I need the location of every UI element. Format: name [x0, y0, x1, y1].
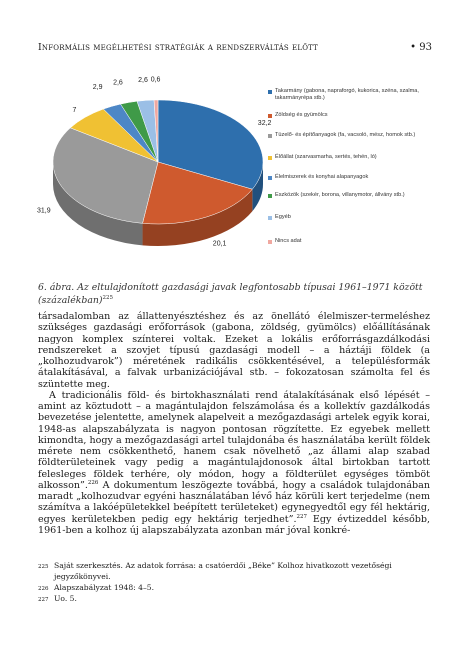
legend-swatch: [268, 90, 272, 94]
footnote-text: Saját szerkesztés. Az adatok forrása: a csatóerdői „Béke” Kolhoz hivatkozott vezetőségi: [54, 561, 392, 570]
running-header: [38, 40, 432, 54]
legend-label: Élőállat (szarvasmarha, sertés, tehén, ló): [275, 154, 377, 160]
legend-item: [268, 154, 438, 161]
pie-value-label: 2,6: [138, 77, 148, 85]
paragraph: társadalomban az állattenyésztéshez és az önellátó élelmiszer-termeléshez szükséges gazdasági erőforrások (gabona, zöldség, gyümölcs) előállításának nagyon komplex színterei voltak. Ezeket a lokális erőforrásgazdálkodási rendszereket a szovjet típusú gazdasági modell – a háztáji földek (a „kolhozudvarok”) méretének radikális csökkentésével, a településformák átalakításával, a falvak urbanizációjával stb. – fokozatosan számolta fel és szüntette meg.: [38, 311, 430, 390]
footnote: [38, 583, 430, 594]
legend-swatch: [268, 134, 272, 138]
footnote-number: 225: [38, 564, 49, 570]
legend-swatch: [268, 240, 272, 244]
footnote-continuation: jegyzőkönyvei.: [54, 572, 111, 582]
legend-item: [268, 238, 438, 245]
legend-label: Zöldség és gyümölcs: [275, 112, 328, 118]
pie-chart-svg: [28, 70, 273, 280]
pie-value-label: 0,6: [150, 76, 161, 84]
pie-value-label: 7: [72, 107, 77, 114]
page-number: • 93: [410, 41, 432, 53]
footnote-number: 226: [38, 585, 49, 592]
legend-item: [268, 192, 438, 199]
legend-label: Egyéb: [275, 214, 291, 220]
legend-item: [268, 174, 438, 181]
pie-value-label: 20,1: [212, 240, 227, 248]
legend-swatch: [268, 216, 272, 220]
running-header-title: Informális megélhetési stratégiák a rendszerváltás előtt: [38, 41, 319, 53]
footnote-number: 227: [38, 597, 49, 604]
legend-item: [268, 88, 438, 102]
footnote: [38, 561, 430, 572]
legend-label: Takarmány (gabona, napraforgó, kukorica, széna, szalma, takarmányrépa stb.): [275, 88, 419, 101]
legend-swatch: [268, 114, 272, 118]
footnote: [38, 594, 430, 605]
paragraph: A tradicionális föld- és birtokhasználati rend átalakításának első lépését – amint az köztudott – a magántulajdon felszámolása és a kollektív gazdálkodás bevezetése jelentette, amelynek alapelveit a mezőgazdasági artelek egyik korai, 1948-as alapszabályzata is nagyon pontosan rögzítette. Ez egyebek mellett kimondta, hogy a mezőgazdasági artel tulajdonába és használatába került földek mérete nem csökkenthető, hanem csak növelhető „az állami alap szabad földterületeinek vagy pedig a magántulajdonosok által birtokban tartott felesleges földek terhére, oly módon, hogy a földterület egységes tömböt alkosson”.$^{226}$ A dokumentum leszögezte továbbá, hogy a családok tulajdonában maradt „kolhozudvar egyéni használatában lévő ház körüli kert terjedelme (nem számítva a lakóépületekkel beépített területeket) egynegyedtől egy fél hektárig, egyes kerületekben pedig egy hektárig terjedhet”.$^{227}$ Egy évtizeddel később, 1961-ben a kolhoz új alapszabályzata azonban már jóval konkré-: [38, 389, 430, 536]
body-text: [38, 311, 430, 536]
legend-swatch: [268, 194, 272, 198]
pie-value-label: 31,9: [36, 207, 51, 215]
legend-item: [268, 112, 438, 119]
pie-value-label: 2,9: [92, 84, 103, 92]
footnotes: [38, 561, 430, 606]
legend-item: [268, 214, 438, 221]
legend-label: Eszközök (szekér, borona, villanymotor, állvány stb.): [275, 192, 405, 198]
legend-swatch: [268, 156, 272, 160]
legend-swatch: [268, 176, 272, 180]
pie-value-label: 32,2: [257, 120, 272, 128]
legend-item: [268, 132, 438, 139]
footnote-text: Uo. 5.: [54, 594, 77, 604]
legend-label: Nincs adat: [275, 238, 302, 244]
legend-label: Tüzelő- és építőanyagok (fa, vacsoló, mész, homok stb.): [275, 132, 416, 138]
pie-chart: [28, 70, 273, 280]
pie-value-label: 2,6: [113, 79, 123, 87]
footnote-text: Alapszabályzat 1948: 4–5.: [54, 582, 154, 592]
footnote-ref: 226: [87, 479, 99, 486]
figure-caption: 6. ábra. Az eltulajdonított gazdasági javak legfontosabb típusai 1961–1971 között (százalékban)$^{225}$: [38, 282, 423, 307]
legend-label: Élelmiszerek és konyhai alapanyagok: [275, 174, 369, 180]
footnote-ref: 227: [296, 513, 307, 520]
